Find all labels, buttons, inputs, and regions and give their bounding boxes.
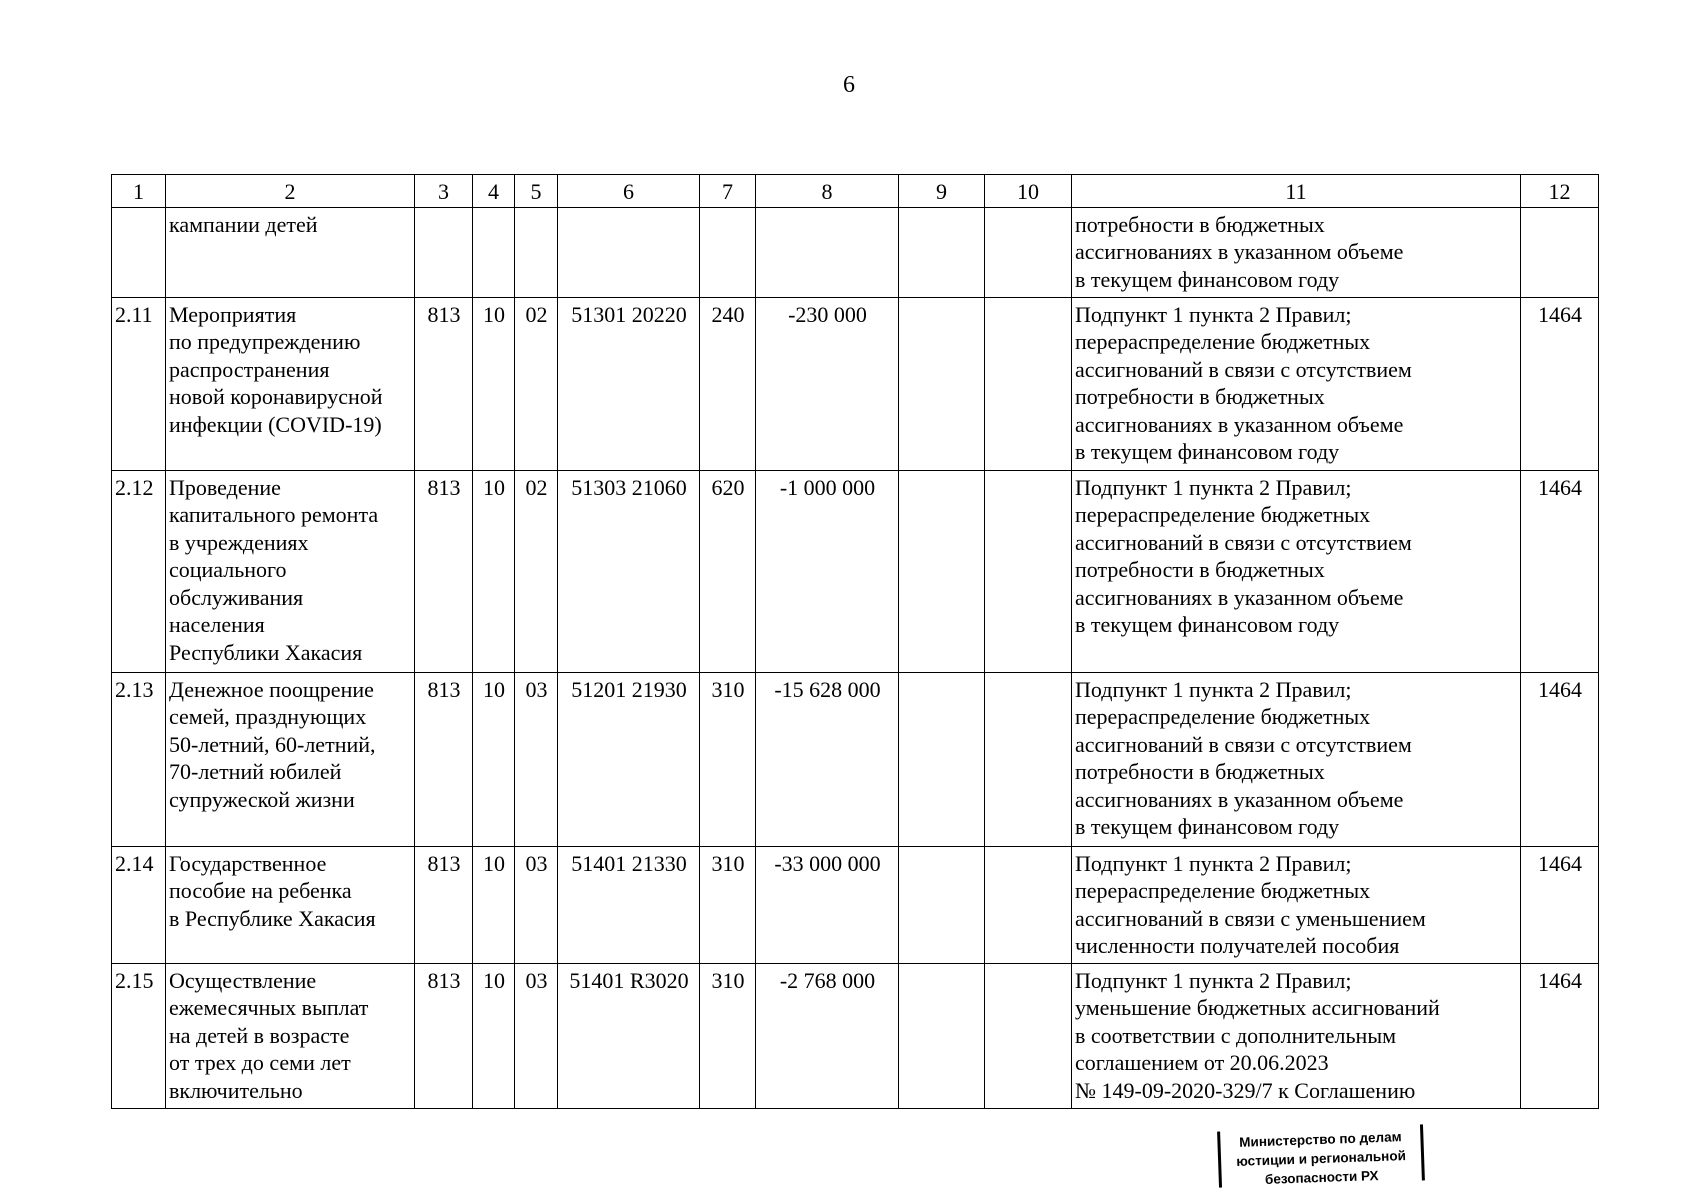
code-column-12: 1464	[1521, 297, 1599, 470]
column-9-value	[899, 963, 985, 1108]
table-row	[112, 963, 1599, 1108]
amount: -2 768 000	[756, 963, 899, 1108]
amount: -15 628 000	[756, 672, 899, 846]
column-header: 11	[1072, 175, 1521, 208]
column-10-value	[985, 470, 1072, 672]
expense-type: 620	[700, 470, 756, 672]
column-9-value	[899, 672, 985, 846]
expense-type: 310	[700, 846, 756, 963]
column-10-value	[985, 672, 1072, 846]
column-header: 3	[415, 175, 473, 208]
code-column-12: 1464	[1521, 846, 1599, 963]
measure-name: Проведение капитального ремонта в учреждениях социального обслуживания населения Республики Хакасия	[166, 470, 415, 672]
measure-name: кампании детей	[166, 207, 415, 297]
subsection-code: 03	[515, 963, 558, 1108]
justification: Подпункт 1 пункта 2 Правил; перераспределение бюджетных ассигнований в связи с отсутствием потребности в бюджетных ассигнованиях в указанном объеме в текущем финансовом году	[1072, 470, 1521, 672]
subsection-code	[515, 207, 558, 297]
expense-type: 310	[700, 963, 756, 1108]
code-column-12: 1464	[1521, 963, 1599, 1108]
table-row	[112, 297, 1599, 470]
budget-table	[111, 174, 1599, 1109]
amount: -1 000 000	[756, 470, 899, 672]
column-10-value	[985, 207, 1072, 297]
column-9-value	[899, 297, 985, 470]
code-column-12	[1521, 207, 1599, 297]
target-article	[558, 207, 700, 297]
column-header: 12	[1521, 175, 1599, 208]
page-number: 6	[843, 72, 855, 98]
column-9-value	[899, 470, 985, 672]
ministry-code: 813	[415, 672, 473, 846]
expense-type	[700, 207, 756, 297]
expense-type: 240	[700, 297, 756, 470]
expense-type: 310	[700, 672, 756, 846]
ministry-code: 813	[415, 470, 473, 672]
registration-stamp	[1217, 1124, 1425, 1187]
table-row	[112, 672, 1599, 846]
section-code	[473, 207, 515, 297]
target-article: 51401 R3020	[558, 963, 700, 1108]
target-article: 51401 21330	[558, 846, 700, 963]
column-header: 2	[166, 175, 415, 208]
justification: Подпункт 1 пункта 2 Правил; уменьшение бюджетных ассигнований в соответствии с дополнительным соглашением от 20.06.2023 № 149-09-2020-329/7 к Соглашению	[1072, 963, 1521, 1108]
column-header: 8	[756, 175, 899, 208]
stamp-text: Министерство по делам юстиции и региональной безопасности РХ	[1236, 1129, 1407, 1187]
column-header: 9	[899, 175, 985, 208]
subsection-code: 03	[515, 672, 558, 846]
column-10-value	[985, 846, 1072, 963]
subsection-code: 02	[515, 297, 558, 470]
row-number: 2.12	[112, 470, 166, 672]
amount: -33 000 000	[756, 846, 899, 963]
subsection-code: 02	[515, 470, 558, 672]
column-9-value	[899, 207, 985, 297]
row-number: 2.15	[112, 963, 166, 1108]
measure-name: Государственное пособие на ребенка в Республике Хакасия	[166, 846, 415, 963]
justification: Подпункт 1 пункта 2 Правил; перераспределение бюджетных ассигнований в связи с отсутствием потребности в бюджетных ассигнованиях в указанном объеме в текущем финансовом году	[1072, 672, 1521, 846]
column-10-value	[985, 963, 1072, 1108]
justification: Подпункт 1 пункта 2 Правил; перераспределение бюджетных ассигнований в связи с уменьшением численности получателей пособия	[1072, 846, 1521, 963]
justification: Подпункт 1 пункта 2 Правил; перераспределение бюджетных ассигнований в связи с отсутствием потребности в бюджетных ассигнованиях в указанном объеме в текущем финансовом году	[1072, 297, 1521, 470]
justification: потребности в бюджетных ассигнованиях в указанном объеме в текущем финансовом году	[1072, 207, 1521, 297]
column-9-value	[899, 846, 985, 963]
column-header: 6	[558, 175, 700, 208]
ministry-code: 813	[415, 297, 473, 470]
code-column-12: 1464	[1521, 672, 1599, 846]
section-code: 10	[473, 470, 515, 672]
table-row	[112, 846, 1599, 963]
row-number	[112, 207, 166, 297]
header-row	[112, 175, 1599, 208]
ministry-code	[415, 207, 473, 297]
column-10-value	[985, 297, 1072, 470]
column-header: 10	[985, 175, 1072, 208]
target-article: 51303 21060	[558, 470, 700, 672]
target-article: 51201 21930	[558, 672, 700, 846]
amount: -230 000	[756, 297, 899, 470]
table-row	[112, 470, 1599, 672]
ministry-code: 813	[415, 846, 473, 963]
section-code: 10	[473, 297, 515, 470]
table-row	[112, 207, 1599, 297]
code-column-12: 1464	[1521, 470, 1599, 672]
subsection-code: 03	[515, 846, 558, 963]
row-number: 2.14	[112, 846, 166, 963]
section-code: 10	[473, 672, 515, 846]
column-header: 4	[473, 175, 515, 208]
amount	[756, 207, 899, 297]
section-code: 10	[473, 846, 515, 963]
measure-name: Мероприятия по предупреждению распространения новой коронавирусной инфекции (COVID-19)	[166, 297, 415, 470]
target-article: 51301 20220	[558, 297, 700, 470]
measure-name: Осуществление ежемесячных выплат на детей в возрасте от трех до семи лет включительно	[166, 963, 415, 1108]
section-code: 10	[473, 963, 515, 1108]
row-number: 2.13	[112, 672, 166, 846]
measure-name: Денежное поощрение семей, празднующих 50-летний, 60-летний, 70-летний юбилей супружеской жизни	[166, 672, 415, 846]
column-header: 7	[700, 175, 756, 208]
row-number: 2.11	[112, 297, 166, 470]
column-header: 1	[112, 175, 166, 208]
column-header: 5	[515, 175, 558, 208]
ministry-code: 813	[415, 963, 473, 1108]
